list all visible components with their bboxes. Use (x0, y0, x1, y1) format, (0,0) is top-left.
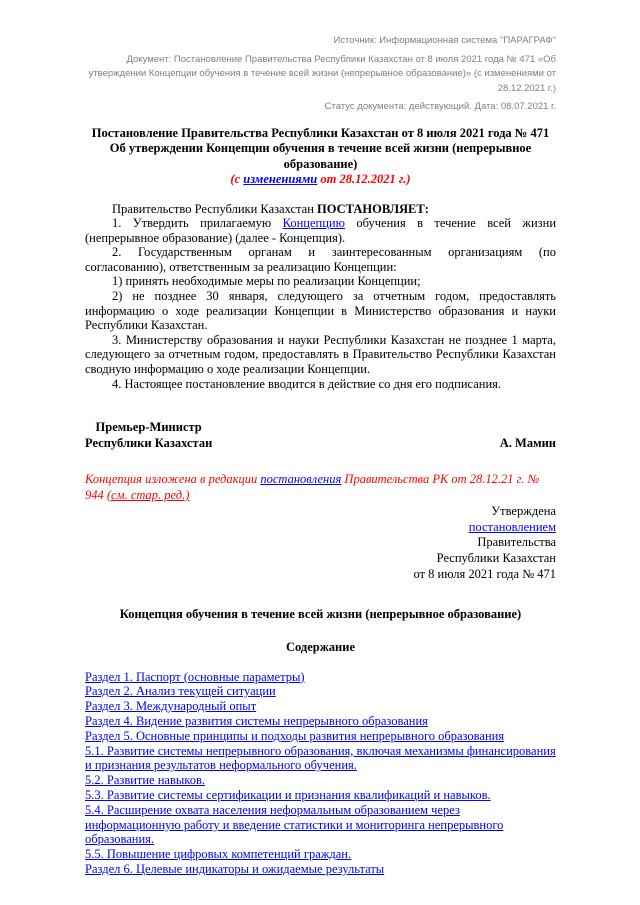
document-title (85, 126, 556, 188)
meta-document-line: Документ: Постановление Правительства Республики Казахстан от 8 июля 2021 года № 471 «Об утверждении Концепции обучения в течение всей жизни (непрерывное образование)» (с изменениями от 28.12.2021 г.) (88, 53, 556, 94)
contents-heading: Содержание (285, 639, 355, 654)
resolution-item-1 (85, 216, 556, 245)
resolution-body (85, 202, 556, 392)
signature-row (85, 420, 556, 451)
resolution-item-4: 4. Настоящее постановление вводится в действие со дня его подписания. (112, 376, 502, 391)
revision-text-middle: Правительства РК от 28.12.21 г. № 944 (85, 472, 540, 502)
approval-line-5: от 8 июля 2021 года № 471 (413, 566, 556, 581)
toc-link-section-5-5[interactable]: 5.5. Повышение цифровых компетенций граждан. (85, 847, 352, 862)
resolution-item-2: 2. Государственным органам и заинтересованным организациям (по согласованию), ответственным за реализацию Концепции: (85, 245, 556, 274)
signer-position (85, 420, 212, 451)
revision-resolution-link[interactable]: постановления (260, 472, 342, 487)
amendment-link[interactable]: изменениями (243, 172, 318, 186)
resolution-item-2-sub-1: 1) принять необходимые меры по реализации Концепции; (112, 274, 421, 289)
toc-link-section-4[interactable]: Раздел 4. Видение развития системы непрерывного образования (85, 714, 428, 729)
title-line-1: Постановление Правительства Республики Казахстан от 8 июля 2021 года № 471 (91, 125, 550, 140)
signer-position-line-2: Республики Казахстан (85, 435, 213, 450)
revision-text-before: Концепция изложена в редакции (85, 472, 261, 487)
concept-title: Концепция обучения в течение всей жизни (непрерывное образование) (119, 607, 522, 622)
toc-link-section-5-4[interactable]: 5.4. Расширение охвата населения неформальным образованием через информационную работу и введение статистики и мониторинга непрерывного образования. (85, 802, 504, 847)
toc-link-section-5[interactable]: Раздел 5. Основные принципы и подходы развития непрерывного образования (85, 728, 505, 743)
title-line-2: Об утверждении Концепции обучения в течение всей жизни (непрерывное образование) (109, 141, 532, 171)
approval-block (85, 504, 556, 582)
concept-link[interactable]: Концепцию (282, 216, 345, 231)
resolution-item-2-sub-2: 2) не позднее 30 января, следующего за отчетным годом, предоставлять информацию о ходе реализации Концепции в Министерство образования и науки Республики Казахстан. (85, 289, 556, 333)
meta-source-line: Источник: Информационная система "ПАРАГРАФ" (333, 35, 556, 46)
approval-line-4: Республики Казахстан (436, 551, 556, 565)
toc-link-section-5-2[interactable]: 5.2. Развитие навыков. (85, 773, 205, 788)
toc-link-section-6[interactable]: Раздел 6. Целевые индикаторы и ожидаемые результаты (85, 862, 385, 877)
amendment-suffix: от 28.12.2021 г.) (317, 172, 411, 186)
item1-text-after: обучения в течение всей жизни (непрерывное образование) (далее - Концепция). (85, 216, 557, 245)
resolution-item-3: 3. Министерству образования и науки Республики Казахстан не позднее 1 марта, следующего за отчетным годом, предоставлять в Правительство Республики Казахстан сводную информацию о ходе реализации Концепции. (85, 332, 556, 377)
preamble-text: Правительство Республики Казахстан (112, 201, 318, 216)
toc-link-section-2[interactable]: Раздел 2. Анализ текущей ситуации (85, 684, 276, 699)
toc-link-section-3[interactable]: Раздел 3. Международный опыт (85, 699, 257, 714)
approval-line-3: Правительства (477, 535, 556, 550)
toc-link-section-5-3[interactable]: 5.3. Развитие системы сертификации и признания квалификаций и навыков. (85, 788, 491, 803)
old-revision-link[interactable]: (см. стар. ред.) (106, 487, 190, 502)
resolution-preamble (85, 202, 556, 217)
table-of-contents (85, 670, 556, 877)
title-amendment-line (85, 172, 556, 188)
approval-line-1: Утверждена (491, 504, 556, 519)
toc-link-section-1[interactable]: Раздел 1. Паспорт (основные параметры) (85, 669, 305, 684)
source-meta-header (85, 34, 556, 115)
signer-position-line-1: Премьер-Министр (95, 420, 202, 435)
item1-text-before: 1. Утвердить прилагаемую (112, 216, 283, 231)
approval-line-2 (85, 520, 556, 536)
meta-status-line: Статус документа: действующий. Дата: 08.07.2021 г. (324, 101, 556, 112)
signer-name: А. Мамин (499, 435, 556, 450)
amendment-prefix: (с (230, 172, 244, 186)
approval-resolution-link[interactable]: постановлением (468, 519, 556, 534)
toc-link-section-5-1[interactable]: 5.1. Развитие системы непрерывного образования, включая механизмы финансирования и признания результатов неформального обучения. (85, 743, 556, 773)
preamble-bold: ПОСТАНОВЛЯЕТ: (317, 201, 429, 216)
revision-note (85, 472, 556, 503)
